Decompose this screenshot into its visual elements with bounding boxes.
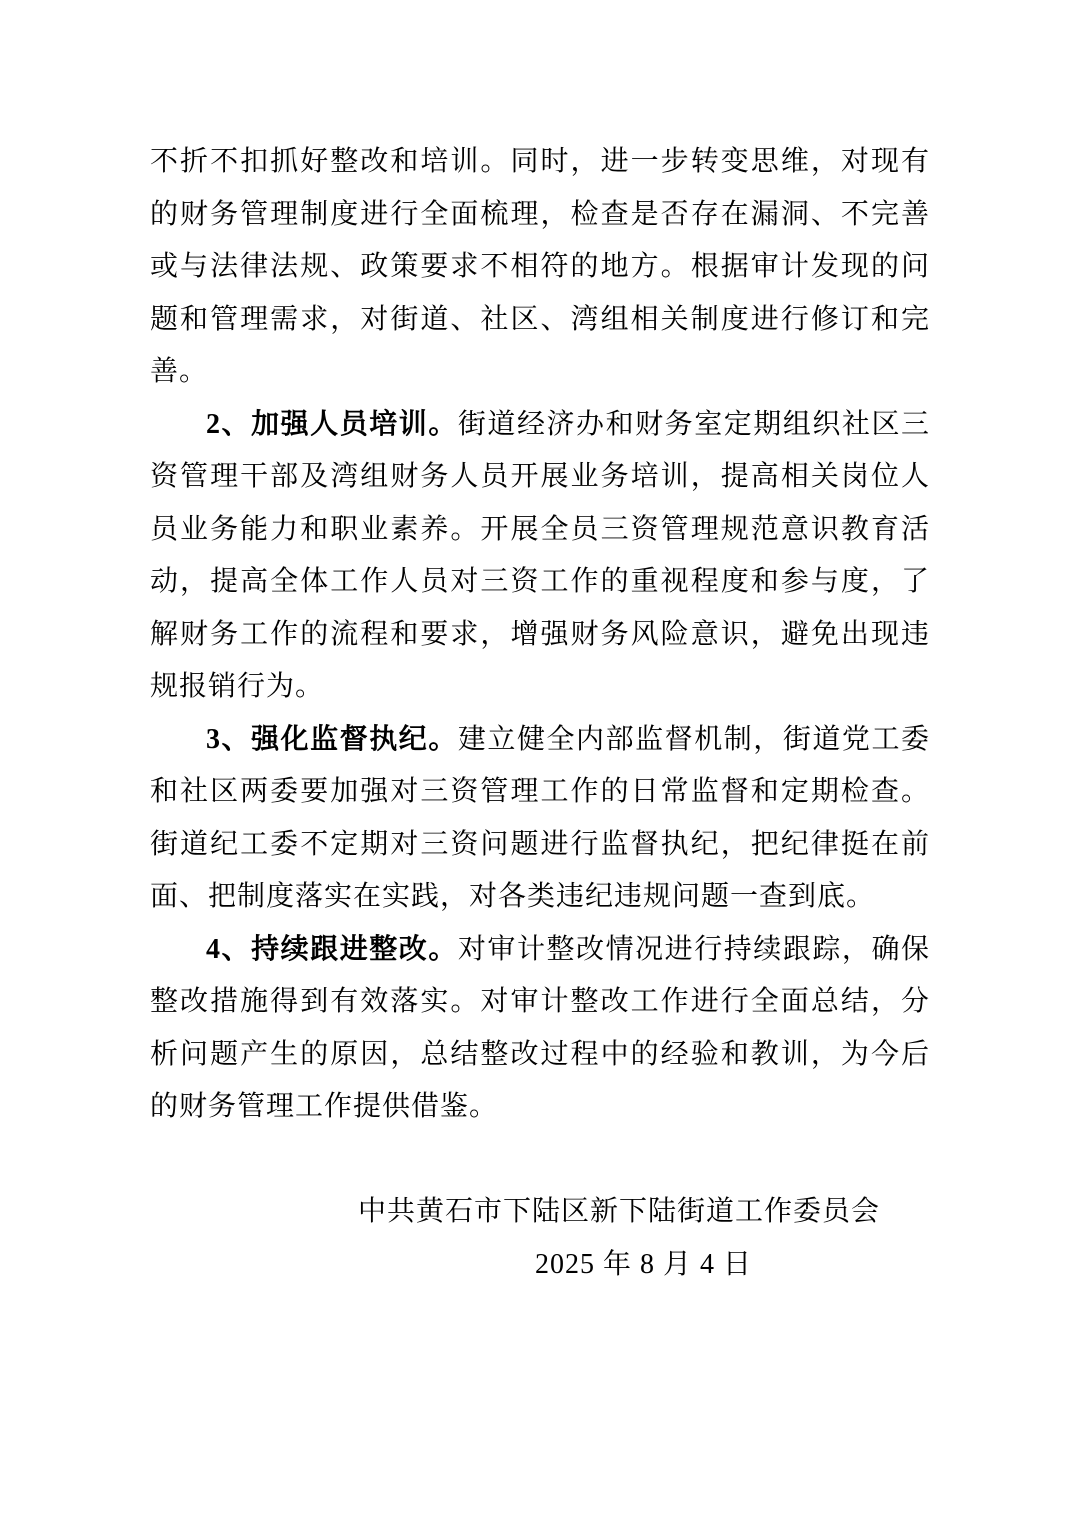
- signature-date: 2025 年 8 月 4 日: [535, 1248, 753, 1280]
- paragraph: [150, 399, 930, 714]
- paragraph-heading: 2、加强人员培训。: [206, 408, 458, 440]
- paragraph-heading: 4、持续跟进整改。: [206, 933, 458, 965]
- paragraph: [150, 714, 930, 924]
- paragraph-text: 街道经济办和财务室定期组织社区三资管理干部及湾组财务人员开展业务培训，提高相关岗位人员业务能力和职业素养。开展全员三资管理规范意识教育活动，提高全体工作人员对三资工作的重视程度和参与度，了解财务工作的流程和要求，增强财务风险意识，避免出现违规报销行为。: [150, 408, 930, 702]
- paragraph-text: 建立健全内部监督机制，街道党工委和社区两委要加强对三资管理工作的日常监督和定期检查。街道纪工委不定期对三资问题进行监督执纪，把纪律挺在前面、把制度落实在实践，对各类违纪违规问题一查到底。: [150, 723, 930, 912]
- paragraph-text: 对审计整改情况进行持续跟踪，确保整改措施得到有效落实。对审计整改工作进行全面总结，分析问题产生的原因，总结整改过程中的经验和教训，为今后的财务管理工作提供借鉴。: [150, 933, 930, 1122]
- document-body: [150, 136, 930, 1291]
- paragraph: [150, 924, 930, 1134]
- paragraph-heading: 3、强化监督执纪。: [206, 723, 458, 755]
- paragraph: [150, 136, 930, 399]
- signature-block: [150, 1186, 930, 1291]
- paragraph-text: 不折不扣抓好整改和培训。同时，进一步转变思维，对现有的财务管理制度进行全面梳理，检查是否存在漏洞、不完善或与法律法规、政策要求不相符的地方。根据审计发现的问题和管理需求，对街道、社区、湾组相关制度进行修订和完善。: [150, 146, 930, 387]
- signature-organization: 中共黄石市下陆区新下陆街道工作委员会: [358, 1196, 881, 1227]
